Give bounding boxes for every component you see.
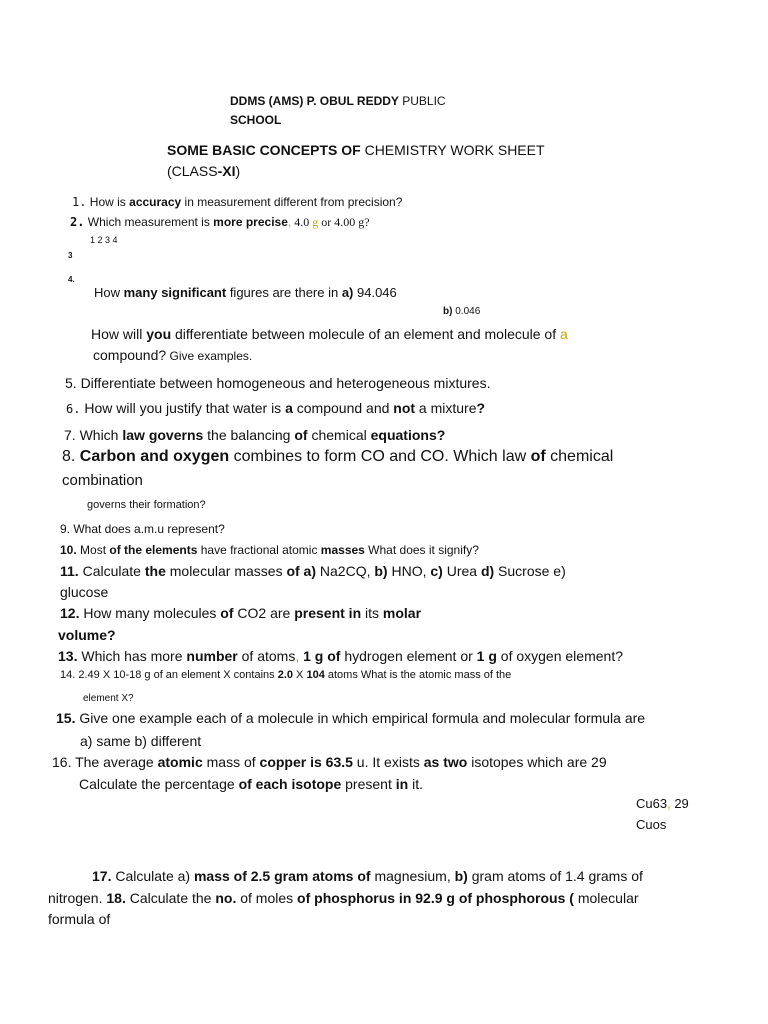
- question-15-line1: 15. Give one example each of a molecule in which empirical formula and molecular formula are: [56, 710, 646, 726]
- question-3: How many significant figures are there in a) 94.046: [94, 285, 397, 300]
- question-8-line1: 8. Carbon and oxygen combines to form CO and CO. Which law of chemical: [62, 448, 614, 465]
- question-5: 5. Differentiate between homogeneous and heterogeneous mixtures.: [65, 375, 491, 391]
- question-2: 2. Which measurement is more precise, 4.0 g or 4.00 g?: [70, 215, 370, 229]
- question-8-line3: governs their formation?: [87, 499, 206, 511]
- worksheet-title: SOME BASIC CONCEPTS OF CHEMISTRY WORK SHEET: [167, 142, 545, 158]
- question-12-line2: volume?: [58, 627, 116, 643]
- question-8-line2: combination: [62, 472, 143, 489]
- question-15-line2: a) same b) different: [80, 733, 202, 749]
- question-17-18-line2: nitrogen. 18. Calculate the no. of moles of phosphorus in 92.9 g of phosphorous ( molecular: [48, 890, 639, 906]
- stray-numbers: 1 2 3 4: [90, 235, 118, 245]
- question-3-part-b: b) 0.046: [443, 306, 481, 317]
- isotope-label-2: Cuos: [636, 817, 667, 832]
- question-18-line3: formula of: [48, 911, 111, 927]
- question-12-line1: 12. How many molecules of CO2 are present in its molar: [60, 605, 422, 621]
- school-name-line1: DDMS (AMS) P. OBUL REDDY PUBLIC: [230, 94, 446, 108]
- class-label: (CLASS-XI): [167, 163, 241, 179]
- question-6: 6. How will you justify that water is a compound and not a mixture?: [66, 400, 486, 416]
- question-4-line1: How will you differentiate between molecule of an element and molecule of a: [91, 326, 568, 342]
- school-name-line2: SCHOOL: [230, 113, 282, 127]
- question-9: 9. What does a.m.u represent?: [60, 522, 225, 536]
- stray-number-3: 3: [68, 251, 73, 260]
- question-16-line1: 16. The average atomic mass of copper is 63.5 u. It exists as two isotopes which are 29: [52, 754, 607, 770]
- question-17-line1: 17. Calculate a) mass of 2.5 gram atoms of magnesium, b) gram atoms of 1.4 grams of: [92, 868, 643, 884]
- question-16-line2: Calculate the percentage of each isotope present in it.: [79, 776, 423, 792]
- question-14-line1: 14. 2.49 X 10-18 g of an element X contains 2.0 X 104 atoms What is the atomic mass of the: [60, 669, 512, 681]
- question-10: 10. Most of the elements have fractional atomic masses What does it signify?: [60, 543, 479, 557]
- question-1: 1. How is accuracy in measurement different from precision?: [72, 195, 403, 209]
- question-4-line2: compound? Give examples.: [93, 347, 253, 363]
- question-7: 7. Which law governs the balancing of chemical equations?: [64, 427, 446, 443]
- question-11-line1: 11. Calculate the molecular masses of a) Na2CQ, b) HNO, c) Urea d) Sucrose e): [60, 563, 566, 579]
- question-14-line2: element X?: [83, 693, 134, 704]
- stray-number-4: 4.: [68, 275, 75, 284]
- question-13: 13. Which has more number of atoms, 1 g of hydrogen element or 1 g of oxygen element?: [58, 648, 623, 664]
- question-11-line2: glucose: [60, 584, 109, 600]
- isotope-label-1: Cu63, 29: [636, 796, 689, 811]
